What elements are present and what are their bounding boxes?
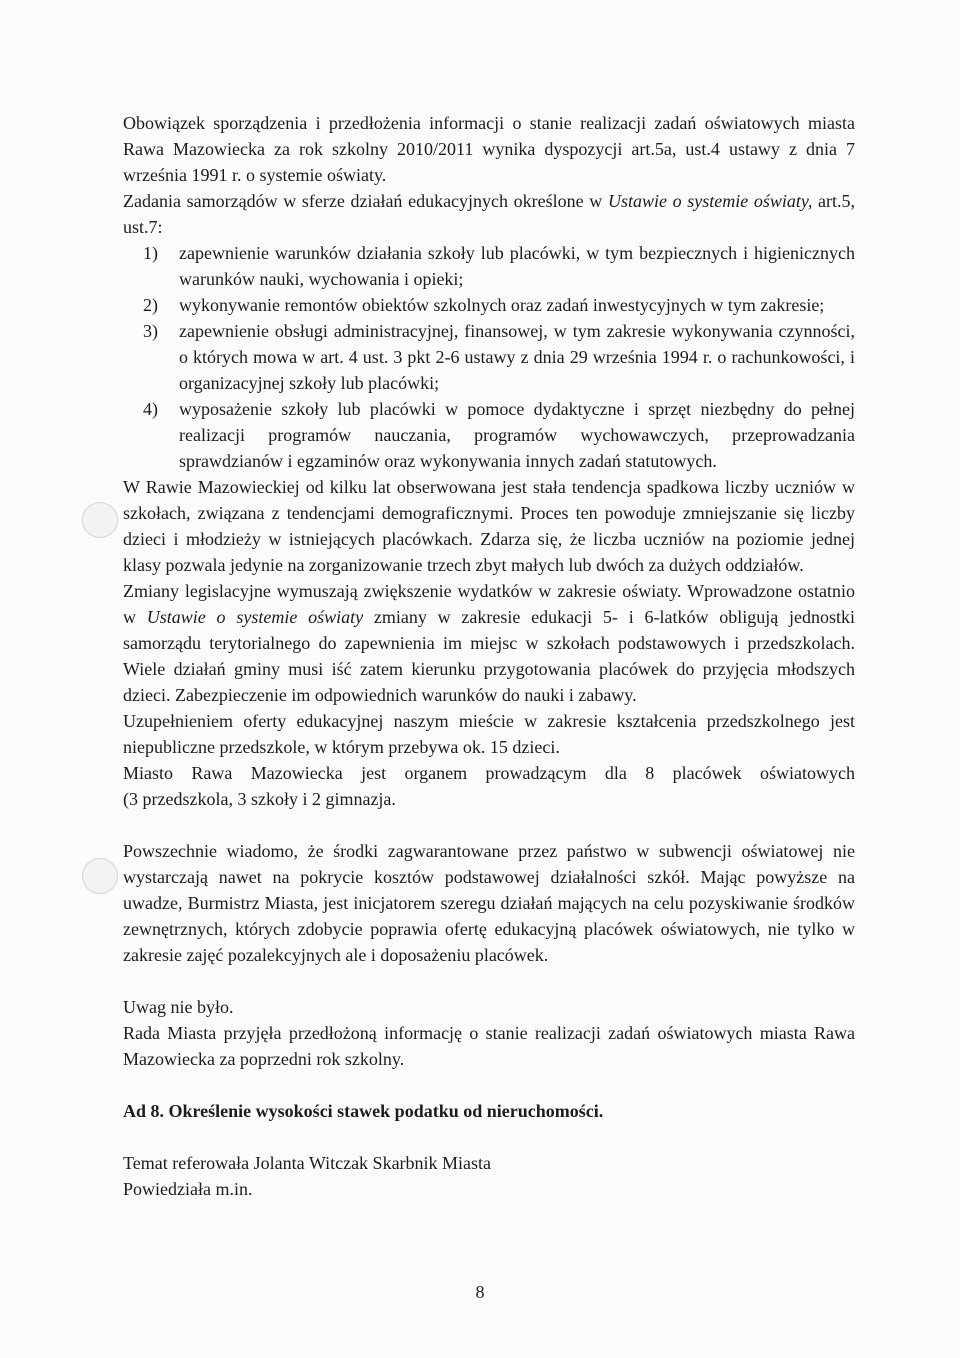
list-item-text: zapewnienie warunków działania szkoły lub placówki, w tym bezpiecznych i higienicznych warunków nauki, wychowania i opieki;	[179, 243, 855, 289]
list-item-number: 2)	[143, 295, 158, 315]
paragraph-offer: Uzupełnieniem oferty edukacyjnej naszym mieście w zakresie kształcenia przedszkolnego jest niepubliczne przedszkole, w którym przebywa ok. 15 dzieci.	[123, 711, 855, 757]
punch-hole-top	[82, 502, 118, 538]
paragraph-organ: Miasto Rawa Mazowiecka jest organem prowadzącym dla 8 placówek oświatowych	[123, 763, 855, 783]
list-item-text: wykonywanie remontów obiektów szkolnych oraz zadań inwestycyjnych w tym zakresie;	[179, 295, 825, 315]
section-heading: Ad 8. Określenie wysokości stawek podatku od nieruchomości.	[123, 1101, 604, 1121]
page-number: 8	[475, 1282, 485, 1302]
list-item-number: 1)	[143, 243, 158, 263]
list-item-number: 4)	[143, 399, 158, 419]
paragraph-organ-cont: (3 przedszkola, 3 szkoły i 2 gimnazja.	[123, 789, 396, 809]
tasks-statute: Ustawie o systemie oświaty,	[607, 191, 813, 211]
paragraph-council: Rada Miasta przyjęła przedłożoną informację o stanie realizacji zadań oświatowych miasta Rawa Mazowiecka za poprzedni rok szkolny.	[123, 1023, 855, 1069]
changes-statute: Ustawie o systemie oświaty	[146, 607, 364, 627]
paragraph-no-remarks: Uwag nie było.	[123, 997, 234, 1017]
paragraph-tasks	[123, 188, 855, 240]
list-item-text: wyposażenie szkoły lub placówki w pomoce dydaktyczne i sprzęt niezbędny do pełnej realizacji programów nauczania, programów wychowawczych, przeprowadzania sprawdzianów i egzaminów oraz wykonywania innych zadań statutowych.	[179, 399, 855, 471]
list-item	[143, 240, 855, 292]
list-item	[143, 396, 855, 474]
tasks-article: art.5, ust.7:	[123, 191, 856, 237]
tasks-text: Zadania samorządów w sferze działań edukacyjnych określone w	[123, 191, 608, 211]
list-item-text: zapewnienie obsługi administracyjnej, finansowej, w tym zakresie wykonywania czynności, o których mowa w art. 4 ust. 3 pkt 2-6 ustawy z dnia 29 września 1994 r. o rachunkowości, i organizacyjnej szkoły lub placówki;	[179, 321, 855, 393]
paragraph-speaker: Temat referowała Jolanta Witczak Skarbnik Miasta	[123, 1153, 492, 1173]
document-body	[123, 110, 855, 1202]
tasks-list	[143, 240, 855, 474]
list-item	[143, 318, 855, 396]
changes-text: Zmiany legislacyjne wymuszają zwiększenie wydatków w zakresie oświaty. Wprowadzone ostatnio w	[123, 581, 855, 627]
changes-text-cont: zmiany w zakresie edukacji 5- i 6-latków obligują jednostki samorządu terytorialnego do zapewnienia im miejsc w szkołach podstawowych i przedszkolach. Wiele działań gminy musi iść zatem kierunku przygotowania placówek do przyjęcia młodszych dzieci. Zabezpieczenie im odpowiednich warunków do nauki i zabawy.	[123, 607, 856, 705]
paragraph-intro: Obowiązek sporządzenia i przedłożenia informacji o stanie realizacji zadań oświatowych miasta Rawa Mazowiecka za rok szkolny 2010/2011 wynika dyspozycji art.5a, ust.4 ustawy z dnia 7 września 1991 r. o systemie oświaty.	[123, 113, 855, 185]
paragraph-changes	[123, 578, 855, 708]
punch-hole-bottom	[82, 858, 118, 894]
paragraph-funds: Powszechnie wiadomo, że środki zagwarantowane przez państwo w subwencji oświatowej nie wystarczają nawet na pokrycie kosztów podstawowej działalności szkół. Mając powyższe na uwadze, Burmistrz Miasta, jest inicjatorem szeregu działań mających na celu pozyskiwanie środków zewnętrznych, których zdobycie poprawia ofertę edukacyjną placówek oświatowych, nie tylko w zakresie zajęć pozalekcyjnych ale i doposażeniu placówek.	[123, 841, 855, 965]
paragraph-said: Powiedziała m.in.	[123, 1179, 253, 1199]
list-item-number: 3)	[143, 321, 158, 341]
paragraph-rawa: W Rawie Mazowieckiej od kilku lat obserwowana jest stała tendencja spadkowa liczby uczniów w szkołach, związana z tendencjami demograficznymi. Proces ten powoduje zmniejszanie się liczby dzieci i młodzieży w istniejących placówkach. Zdarza się, że liczba uczniów na poziomie jednej klasy pozwala jedynie na zorganizowanie trzech zbyt małych lub dwóch za dużych oddziałów.	[123, 477, 855, 575]
list-item	[143, 292, 855, 318]
